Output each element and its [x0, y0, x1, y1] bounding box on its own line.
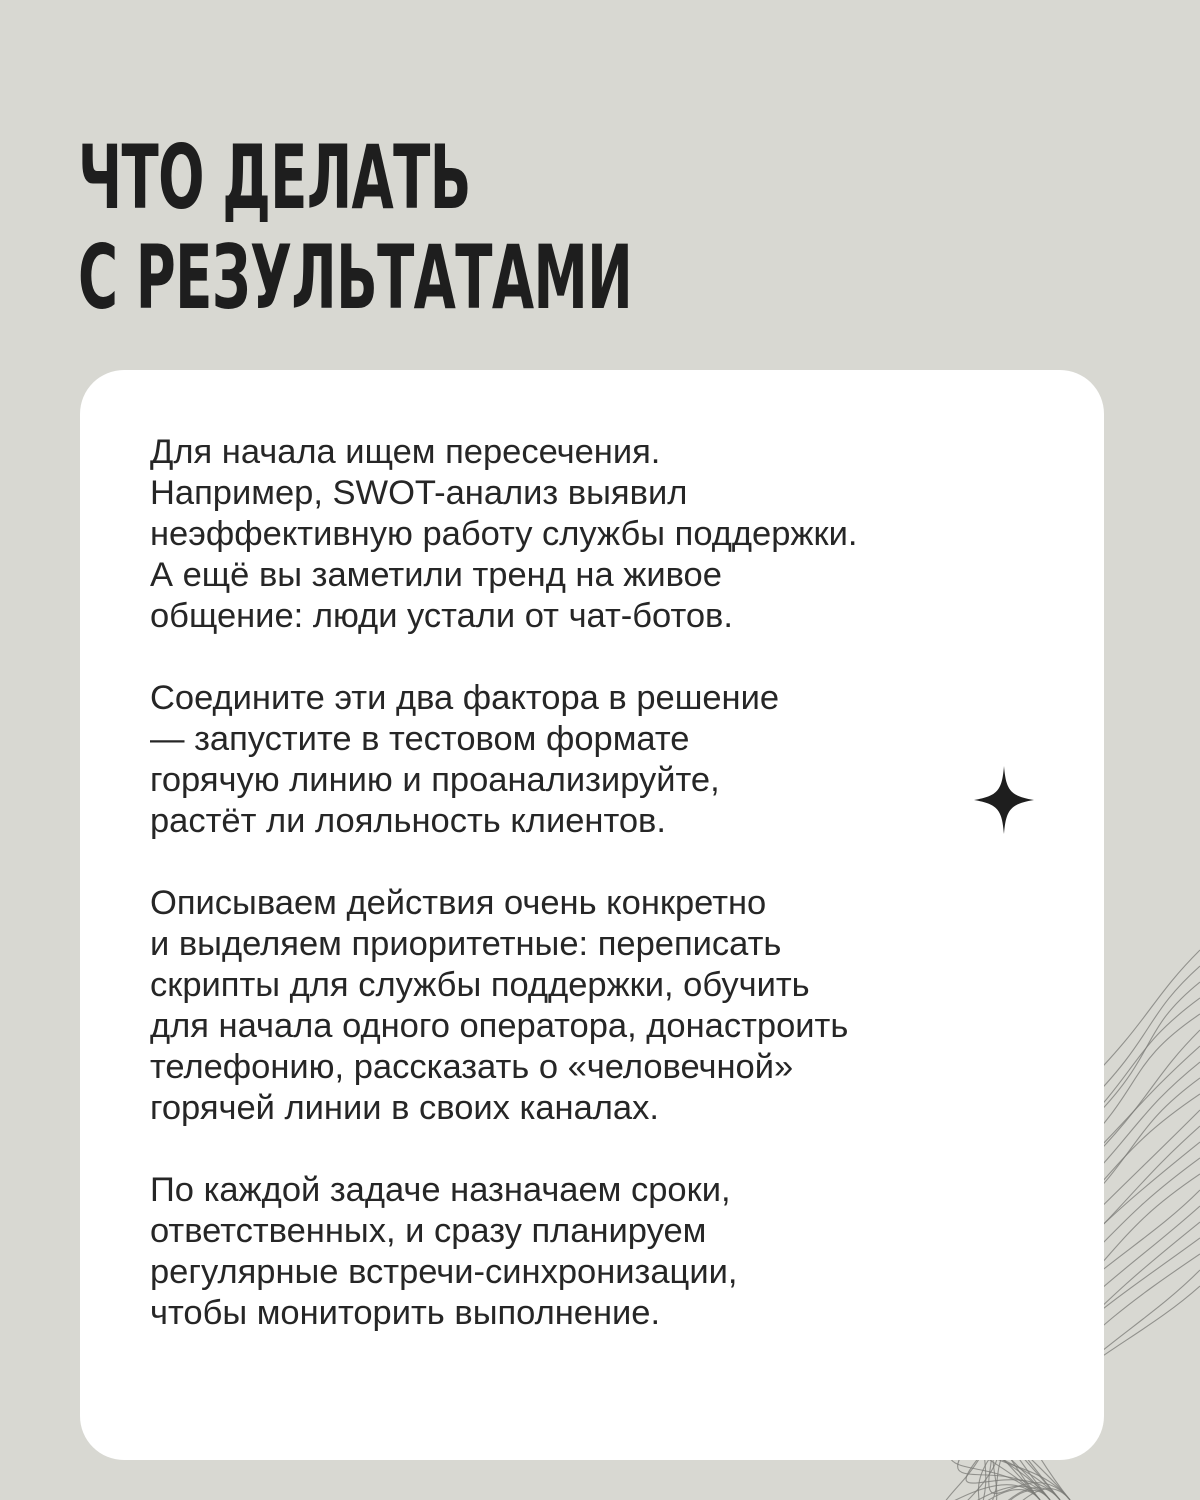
- paragraph-line: Соедините эти два фактора в решение: [150, 679, 780, 717]
- content-card: [80, 370, 1104, 1460]
- paragraph-line: общение: люди устали от чат-ботов.: [150, 597, 733, 635]
- page-title: [78, 128, 632, 328]
- title-line-2: С РЕЗУЛЬТАТАМИ: [78, 226, 633, 329]
- paragraph-line: Например, SWOT-анализ выявил: [150, 474, 688, 512]
- paragraph-line: — запустите в тестовом формате: [150, 720, 690, 758]
- paragraph-line: Для начала ищем пересечения.: [150, 433, 661, 471]
- paragraph-line: По каждой задаче назначаем сроки,: [150, 1171, 731, 1209]
- paragraph-line: регулярные встречи-синхронизации,: [150, 1253, 738, 1291]
- paragraph-line: для начала одного оператора, донастроить: [150, 1007, 849, 1045]
- paragraph-line: телефонию, рассказать о «человечной»: [150, 1048, 794, 1086]
- paragraph-intersections: [150, 432, 857, 637]
- paragraph-deadlines: [150, 1170, 737, 1334]
- title-line-1: ЧТО ДЕЛАТЬ: [78, 126, 471, 229]
- paragraph-line: горячую линию и проанализируйте,: [150, 761, 720, 799]
- paragraph-line: чтобы мониторить выполнение.: [150, 1294, 661, 1332]
- paragraph-actions: [150, 883, 848, 1129]
- paragraph-line: растёт ли лояльность клиентов.: [150, 802, 666, 840]
- paragraph-line: ответственных, и сразу планируем: [150, 1212, 707, 1250]
- paragraph-line: скрипты для службы поддержки, обучить: [150, 966, 810, 1004]
- paragraph-line: неэффективную работу службы поддержки.: [150, 515, 858, 553]
- paragraph-solution: [150, 678, 779, 842]
- four-point-star-icon: [974, 766, 1034, 834]
- paragraph-line: горячей линии в своих каналах.: [150, 1089, 659, 1127]
- paragraph-line: и выделяем приоритетные: переписать: [150, 925, 782, 963]
- paragraph-line: А ещё вы заметили тренд на живое: [150, 556, 722, 594]
- paragraph-line: Описываем действия очень конкретно: [150, 884, 767, 922]
